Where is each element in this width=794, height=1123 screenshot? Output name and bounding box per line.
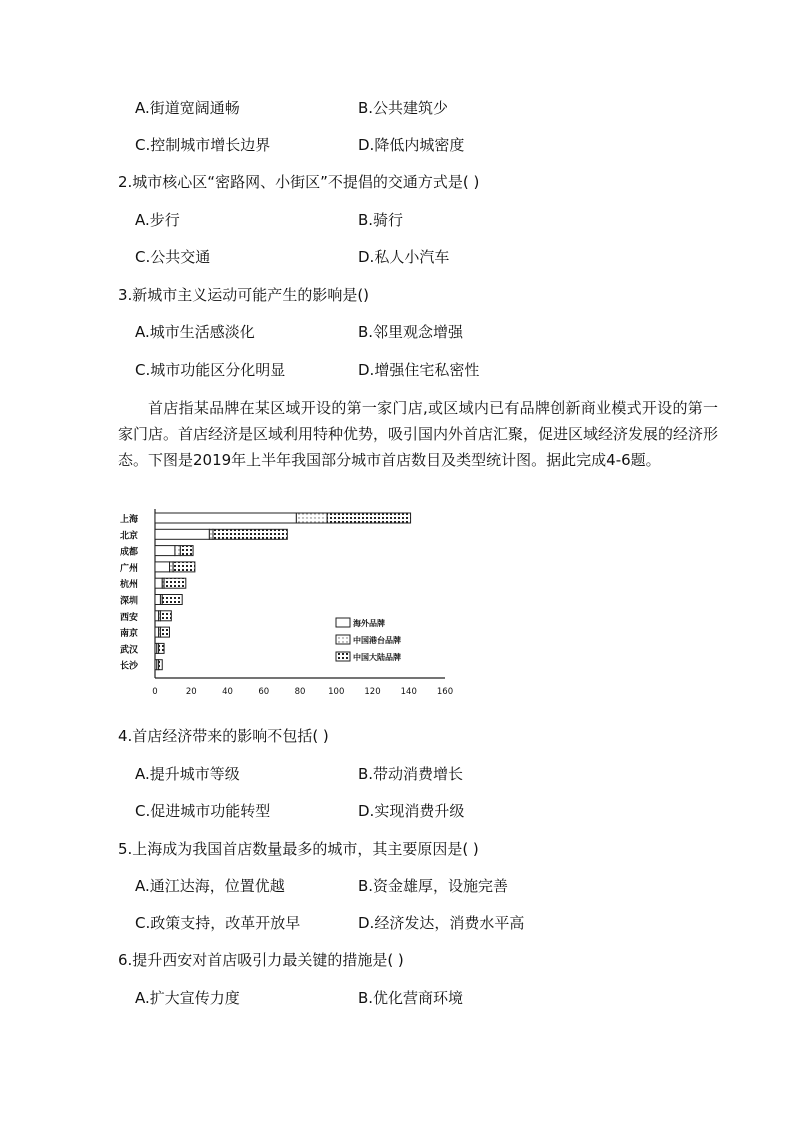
q4-option-b: B.带动消费增长 — [358, 765, 464, 783]
category-label: 上海 — [120, 515, 139, 525]
bar-hk-tw — [170, 562, 174, 572]
category-label: 西安 — [120, 612, 139, 623]
bar-hk-tw — [296, 513, 327, 523]
bar-hk-tw — [175, 546, 180, 556]
bar-mainland — [164, 578, 186, 588]
x-tick-label: 140 — [400, 687, 417, 697]
q3-stem: 3.新城市主义运动可能产生的影响是() — [118, 286, 370, 304]
x-tick-label: 60 — [258, 687, 270, 697]
q5-option-d: D.经济发达，消费水平高 — [358, 914, 525, 932]
q1-option-b: B.公共建筑少 — [358, 99, 449, 117]
q5-option-a: A.通江达海，位置优越 — [135, 877, 285, 895]
x-tick-label: 0 — [152, 687, 158, 697]
bar-mainland — [159, 643, 164, 653]
q6-stem: 6.提升西安对首店吸引力最关键的措施是( ) — [118, 951, 404, 969]
bar-overseas — [155, 578, 162, 588]
q3-option-a: A.城市生活感淡化 — [135, 323, 255, 341]
bar-overseas — [155, 595, 160, 605]
passage-text: 首店指某品牌在某区域开设的第一家门店,或区域内已有品牌创新商业模式开设的第一家门店。首店经济是区域利用特种优势，吸引国内外首店汇聚，促进区域经济发展的经济形态。下图是2019年上半年我国部分城市首店数目及类型统计图。据此完成4-6题。 — [118, 399, 719, 469]
bar-mainland — [327, 513, 410, 523]
bar-overseas — [155, 513, 296, 523]
x-tick-label: 40 — [222, 687, 233, 697]
q1-option-a: A.街道宽阔通畅 — [135, 99, 240, 117]
q4-option-d: D.实现消费升级 — [358, 802, 465, 820]
q1-option-d: D.降低内城密度 — [358, 136, 465, 154]
legend-label: 海外品牌 — [353, 619, 385, 628]
category-label: 北京 — [120, 531, 139, 542]
category-label: 武汉 — [120, 645, 139, 656]
first-store-bar-chart — [118, 505, 458, 705]
legend-swatch — [336, 618, 350, 627]
x-tick-label: 80 — [294, 687, 306, 697]
q3-option-c: C.城市功能区分化明显 — [135, 361, 286, 379]
q4-option-c: C.促进城市功能转型 — [135, 802, 271, 820]
q5-option-c: C.政策支持，改革开放早 — [135, 914, 301, 932]
category-label: 成都 — [120, 547, 139, 558]
q2-option-d: D.私人小汽车 — [358, 248, 450, 266]
x-tick-label: 100 — [328, 687, 345, 697]
q6-option-a: A.扩大宣传力度 — [135, 989, 240, 1007]
category-label: 广州 — [120, 563, 139, 574]
bar-overseas — [155, 627, 159, 637]
category-label: 深圳 — [120, 596, 139, 607]
category-label: 杭州 — [120, 580, 139, 591]
passage — [118, 395, 718, 473]
bar-mainland — [213, 529, 287, 539]
bar-overseas — [155, 562, 170, 572]
q2-option-c: C.公共交通 — [135, 248, 211, 266]
q3-option-b: B.邻里观念增强 — [358, 323, 464, 341]
legend-swatch — [336, 635, 350, 644]
bar-overseas — [155, 611, 159, 621]
legend-swatch — [336, 652, 350, 661]
x-tick-label: 160 — [436, 687, 454, 697]
category-label: 长沙 — [120, 661, 139, 672]
bar-mainland — [160, 611, 171, 621]
bar-mainland — [180, 546, 193, 556]
bar-mainland — [159, 660, 163, 670]
q4-stem: 4.首店经济带来的影响不包括( ) — [118, 727, 329, 745]
legend-label: 中国港台品牌 — [353, 636, 401, 645]
q4-option-a: A.提升城市等级 — [135, 765, 240, 783]
bar-mainland — [160, 627, 169, 637]
q3-option-d: D.增强住宅私密性 — [358, 361, 480, 379]
q5-stem: 5.上海成为我国首店数量最多的城市，其主要原因是( ) — [118, 840, 479, 858]
bar-overseas — [155, 529, 209, 539]
bar-overseas — [155, 546, 175, 556]
q2-option-a: A.步行 — [135, 211, 180, 229]
q2-option-b: B.骑行 — [358, 211, 404, 229]
q5-option-b: B.资金雄厚，设施完善 — [358, 877, 509, 895]
legend-label: 中国大陆品牌 — [353, 653, 401, 662]
x-tick-label: 20 — [185, 687, 197, 697]
bar-hk-tw — [209, 529, 213, 539]
q1-option-c: C.控制城市增长边界 — [135, 136, 271, 154]
category-label: 南京 — [120, 629, 139, 640]
bar-mainland — [173, 562, 195, 572]
q2-stem: 2.城市核心区“密路网、小街区”不提倡的交通方式是( ) — [118, 173, 480, 191]
bar-mainland — [162, 595, 182, 605]
q6-option-b: B.优化营商环境 — [358, 989, 464, 1007]
x-tick-label: 120 — [364, 687, 381, 697]
